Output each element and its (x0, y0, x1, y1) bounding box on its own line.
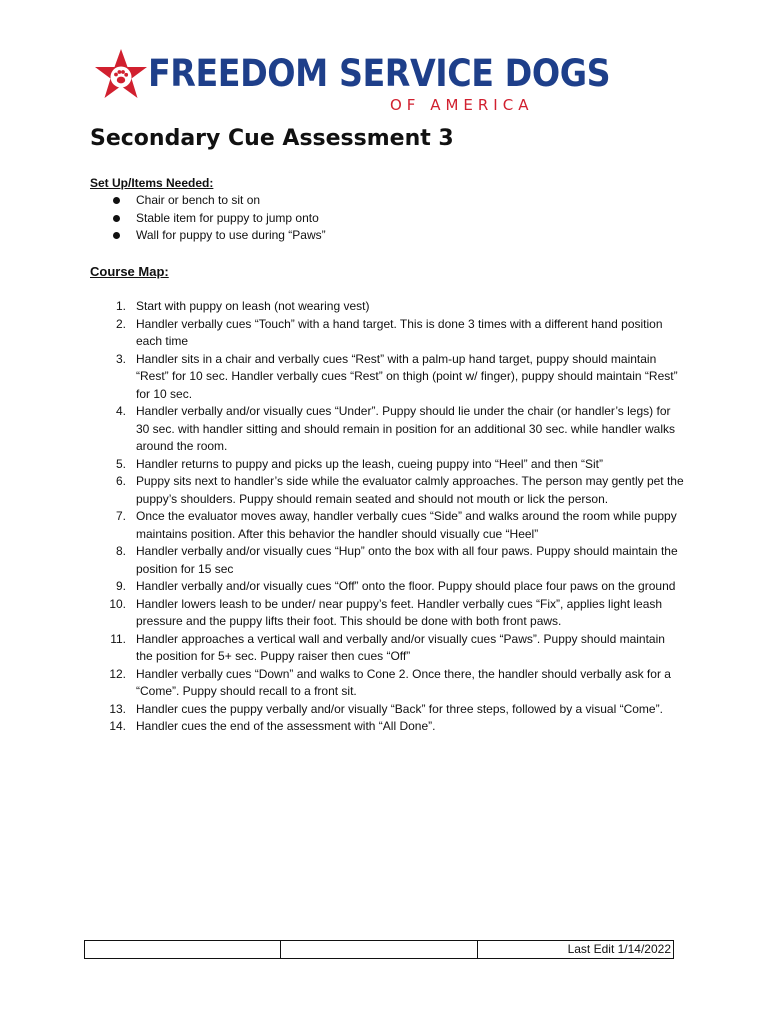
bullet-icon (113, 197, 120, 204)
list-item (110, 192, 326, 210)
step-number: 11. (110, 631, 126, 646)
brand-logo (92, 48, 611, 120)
step-text: Start with puppy on leash (not wearing vest) (136, 299, 370, 313)
last-edit-date: Last Edit 1/14/2022 (477, 941, 673, 959)
table-row (85, 941, 674, 959)
setup-heading: Set Up/Items Needed: (90, 176, 214, 190)
bullet-icon (113, 215, 120, 222)
setup-list (110, 192, 326, 245)
step-text: Handler verbally cues “Touch” with a hand target. This is done 3 times with a different hand position each time (136, 316, 663, 348)
list-item (104, 718, 684, 736)
step-number: 4. (115, 404, 126, 418)
list-item (104, 578, 684, 596)
step-text: Handler verbally and/or visually cues “Off” onto the floor. Puppy should place four paws on the ground (136, 579, 676, 593)
step-text: Handler cues the puppy verbally and/or visually “Back” for three steps, followed by a visual “Come”. (136, 701, 663, 716)
list-item (104, 701, 684, 719)
setup-item-text: Stable item for puppy to jump onto (136, 210, 319, 225)
list-item (104, 456, 684, 474)
list-item (104, 473, 684, 508)
document-title: Secondary Cue Assessment 3 (90, 126, 454, 151)
step-number: 9. (115, 579, 126, 593)
list-item (104, 596, 684, 631)
step-text: Once the evaluator moves away, handler verbally cues “Side” and walks around the room while puppy maintains position. After this behavior the handler should visually cue “Heel” (136, 509, 677, 541)
bullet-icon (113, 232, 120, 239)
step-text: Handler lowers leash to be under/ near puppy’s feet. Handler verbally cues “Fix”, applies light leash pressure and the puppy lifts their foot. This should be done with both front paws. (136, 596, 663, 628)
list-item (104, 403, 684, 456)
footer-cell-1 (85, 941, 281, 959)
step-number: 6. (115, 474, 126, 488)
step-number: 3. (115, 351, 126, 366)
step-text: Puppy sits next to handler’s side while the evaluator calmly approaches. The person may gently pet the puppy’s shoulders. Puppy should remain seated and should not mouth or lick the person. (136, 474, 684, 506)
course-steps (104, 298, 684, 736)
list-item (104, 631, 684, 666)
step-number: 2. (115, 316, 126, 331)
list-item (104, 298, 684, 316)
step-number: 13. (109, 701, 126, 716)
course-heading: Course Map: (90, 264, 169, 279)
list-item (104, 508, 684, 543)
list-item (104, 316, 684, 351)
paw-star-icon (92, 48, 150, 104)
step-number: 7. (115, 509, 126, 523)
setup-item-text: Wall for puppy to use during “Paws” (136, 228, 326, 242)
step-text: Handler verbally cues “Down” and walks to Cone 2. Once there, the handler should verbally ask for a “Come”. Puppy should recall to a front sit. (136, 666, 671, 698)
logo-title: FREEDOM SERVICE DOGS (148, 52, 611, 95)
step-text: Handler approaches a vertical wall and verbally and/or visually cues “Paws”. Puppy should maintain the position for 5+ sec. Puppy raiser then cues “Off” (136, 631, 665, 663)
list-item (110, 210, 326, 228)
list-item (110, 227, 326, 245)
footer-cell-2 (281, 941, 477, 959)
step-text: Handler verbally and/or visually cues “Hup” onto the box with all four paws. Puppy should maintain the position for 15 sec (136, 544, 678, 576)
list-item (104, 666, 684, 701)
step-number: 12. (109, 666, 126, 681)
step-number: 5. (115, 456, 126, 471)
step-number: 14. (109, 719, 126, 733)
step-number: 8. (115, 544, 126, 558)
step-text: Handler cues the end of the assessment with “All Done”. (136, 719, 436, 733)
footer-table (84, 940, 674, 959)
step-text: Handler sits in a chair and verbally cues “Rest” with a palm-up hand target, puppy should maintain “Rest” for 10 sec. Handler verbally cues “Rest” on thigh (point w/ finger), puppy should maintain “Rest” for 10 sec. (136, 351, 678, 401)
step-text: Handler returns to puppy and picks up the leash, cueing puppy into “Heel” and then “Sit” (136, 456, 603, 471)
step-text: Handler verbally and/or visually cues “Under”. Puppy should lie under the chair (or handler’s legs) for 30 sec. with handler sitting and should remain in position for an additional 30 sec. while handler walks around the room. (136, 404, 675, 453)
logo-subtitle: OF AMERICA (390, 96, 534, 114)
list-item (104, 543, 684, 578)
step-number: 10. (109, 596, 126, 611)
list-item (104, 351, 684, 404)
setup-item-text: Chair or bench to sit on (136, 193, 261, 207)
step-number: 1. (115, 299, 126, 313)
